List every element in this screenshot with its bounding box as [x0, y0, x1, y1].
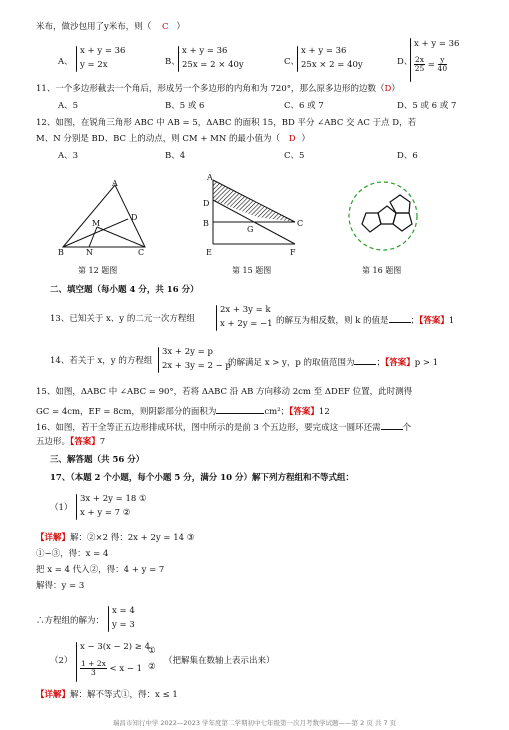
q12-line2-text: M、N 分别是 BD、BC 上的动点，则 CM + MN 的最小值为（ [36, 134, 280, 144]
fig15-label-g: G [247, 225, 254, 234]
fig15-label-d: D [203, 199, 210, 208]
q12-option-d: D、6 [397, 151, 418, 161]
page-footer: 瑞昌市知行中学 2022—2023 学年度第二学期初中七年级第一次月考数学试题——第 2 页 共 7 页 [112, 719, 397, 727]
fig15-label-a: A [207, 173, 213, 182]
figure-12-triangle [55, 175, 165, 257]
q17-solution-label: ∴方程组的解为： [36, 616, 105, 626]
q10-option-d-label: D、 [397, 57, 413, 67]
q12-line2 [36, 134, 310, 145]
section2-title: 二、填空题（每小题 4 分，共 16 分） [50, 285, 199, 295]
q11-stem [36, 84, 400, 95]
q10-close: ） [176, 22, 186, 32]
q17-part2-brace [76, 642, 77, 682]
q17-part2-eq2 [80, 660, 142, 677]
q15-line2 [36, 405, 330, 418]
fig12-label-d: D [131, 213, 138, 222]
q13-answer: 1 [448, 316, 455, 326]
q17-part2-frac-num: 1 + 2x [81, 659, 106, 668]
q17-solution-brace [108, 606, 109, 632]
q17-part2-mark1: ① [148, 646, 156, 656]
q10-option-c-brace [297, 46, 298, 72]
q13-post-text: 的解互为相反数，则 k 的值是 [276, 316, 389, 326]
q10-answer: C [162, 22, 169, 32]
q17-part2-frac-den: 3 [91, 668, 96, 677]
q10-option-b-brace [178, 46, 179, 72]
q10-option-a-eq1: x + y = 36 [80, 46, 126, 56]
q10-d-frac-b-num: y [438, 56, 448, 65]
q11-stem-text: 11、一个多边形截去一个角后，形成另一个多边形的内角和为 720°，那么原多边形的边数（ [36, 84, 385, 94]
q10-option-a-eq2: y = 2x [80, 60, 108, 70]
q10-d-frac-a-num: 2x [415, 55, 425, 64]
q15-line2-text: GC = 4cm，EF = 8cm，则阴影部分的面积为 [36, 407, 217, 417]
fig16-caption: 第 16 题图 [362, 266, 402, 275]
q17-solution-x: x = 4 [112, 606, 135, 616]
q10-option-c-eq2: 25x × 2 = 40y [301, 60, 363, 70]
q10-option-c-label: C、 [284, 57, 300, 67]
q10-stem-text: 米布，做沙包用了y米布，则（ [36, 22, 152, 32]
q15-answer-label: 【答案】 [289, 407, 319, 417]
q14-eq2: 2x + 3y = 2 − p [162, 361, 231, 371]
q12-option-c: C、5 [284, 151, 305, 161]
figure-16-pentagon-ring [340, 176, 430, 260]
q13-blank [389, 314, 411, 323]
q13-post: 的解互为相反数，则 k 的值是 ；【答案】1 [276, 316, 455, 326]
q17-part2-mark2: ② [148, 662, 156, 672]
fig12-label-n: N [86, 248, 93, 257]
q16-line1-post: 个 [402, 423, 412, 433]
fig12-caption: 第 12 题图 [78, 266, 118, 275]
q11-option-d: D、5 或 6 或 7 [397, 101, 457, 111]
q16-line1-text: 16、如图，若干全等正五边形排成环状，图中所示的是前 3 个五边形，要完成这一圆环还需 [36, 423, 381, 433]
q13-eq1: 2x + 3y = k [220, 305, 271, 315]
q17-step5-label: 【详解】 [36, 690, 71, 700]
fig12-label-c: C [138, 248, 145, 257]
fig15-caption: 第 15 题图 [232, 266, 272, 275]
q10-option-c-eq1: x + y = 36 [301, 46, 347, 56]
q12-option-b: B、4 [165, 151, 186, 161]
q16-answer-label: 【答案】 [70, 437, 100, 447]
q10-d-frac-a-den: 25 [414, 64, 425, 73]
q17-detail-label: 【详解】 [36, 533, 71, 543]
q16-blank [381, 421, 403, 430]
fig12-label-a: A [112, 179, 118, 188]
q14-eq1: 3x + 2y = p [162, 347, 213, 357]
q14-post: 的解满足 x > y，p 的取值范围为 ；【答案】p > 1 [228, 358, 439, 368]
q10-stem [36, 22, 185, 33]
q10-option-b-eq2: 25x = 2 × 40y [182, 60, 244, 70]
q10-option-d-eq1: x + y = 36 [414, 39, 460, 49]
q12-line2-close: ） [301, 134, 311, 144]
q10-option-b-eq1: x + y = 36 [182, 46, 228, 56]
q17-step5-text: 解：解不等式①，得：x ≤ 1 [70, 690, 178, 700]
q10-option-a-brace [76, 46, 77, 72]
fig12-label-b: B [58, 248, 64, 257]
q10-option-d-brace [410, 38, 411, 82]
q15-unit: cm²； [264, 407, 290, 417]
q14-answer: p > 1 [414, 358, 439, 368]
q12-option-a: A、3 [58, 151, 79, 161]
q17-part2-eq1: x − 3(x − 2) ≥ 4 [80, 642, 151, 652]
fig12-label-m: M [92, 219, 101, 228]
figure-15-shaded-triangles [205, 172, 310, 252]
q11-answer: D [384, 84, 392, 94]
q17-part1-label: （1） [50, 503, 73, 513]
q17-part2-eq2-tail: < x − 1 [109, 664, 143, 674]
q11-option-c: C、6 或 7 [284, 101, 324, 111]
q16-line1 [36, 421, 411, 434]
section3-title: 三、解答题（共 56 分） [50, 455, 145, 465]
q17-step1 [36, 533, 194, 544]
q11-close: ） [391, 84, 400, 94]
q16-answer: 7 [99, 437, 106, 447]
q14-blank [354, 356, 376, 365]
q17-part1-eq1: 3x + 2y = 18 ① [80, 494, 147, 504]
q17-title: 17、（本题 2 个小题，每个小题 5 分，满分 10 分）解下列方程组和不等式组： [50, 473, 354, 483]
q14-post-text: 的解满足 x > y，p 的取值范围为 [228, 358, 355, 368]
q17-step5 [36, 690, 178, 701]
q11-option-b: B、5 或 6 [165, 101, 205, 111]
q13-eq2: x + 2y = −1 [220, 319, 273, 329]
q17-step2: ①−③，得：x = 4 [36, 549, 109, 559]
q12-line1: 12、如图，在锐角三角形 ABC 中 AB = 5，ΔABC 的面积 15，BD 平分 ∠ABC 交 AC 于点 D，若 [36, 118, 417, 128]
q10-option-d-eq2: $\frac{2x}{25}$ = $\frac{y}{40}$ [414, 55, 448, 73]
q15-blank [216, 405, 264, 414]
q10-option-b-label: B、 [165, 57, 180, 67]
q10-option-a-label: A、 [58, 57, 73, 67]
q13-answer-label: 【答案】 [419, 316, 449, 326]
q17-step1-text: 解：②×2 得：2x + 2y = 14 ③ [70, 533, 195, 543]
q16-line2-text: 五边形。 [36, 437, 71, 447]
q17-part2-label: （2） [50, 656, 73, 666]
q17-part1-brace [76, 494, 77, 520]
fig15-label-c: C [297, 219, 304, 228]
q14-pre: 14、若关于 x，y 的方程组 [50, 356, 153, 366]
q17-part2-note: （把解集在数轴上表示出来） [164, 656, 275, 666]
q11-option-a: A、5 [58, 101, 79, 111]
q17-step4: 解得：y = 3 [36, 581, 85, 591]
q12-answer: D [288, 134, 296, 144]
q13-pre: 13、已知关于 x、y 的二元一次方程组 [50, 314, 195, 324]
fig15-label-b: B [203, 219, 209, 228]
q10-d-frac-b-den: 40 [437, 64, 448, 73]
q17-part1-eq2: x + y = 7 ② [80, 508, 131, 518]
q14-answer-label: 【答案】 [384, 358, 415, 368]
q14-brace [158, 347, 159, 373]
q17-step3: 把 x = 4 代入②，得：4 + y = 7 [36, 565, 165, 575]
q16-line2 [36, 437, 105, 448]
q15-answer: 12 [318, 407, 330, 417]
fig15-label-f: F [290, 248, 296, 257]
q13-brace [216, 305, 217, 331]
q17-solution-y: y = 3 [112, 620, 135, 630]
fig15-label-e: E [206, 248, 212, 257]
q15-line1: 15、如图，ΔABC 中 ∠ABC = 90°，若将 ΔABC 沿 AB 方向移动 2cm 至 ΔDEF 位置，此时测得 [36, 387, 413, 397]
